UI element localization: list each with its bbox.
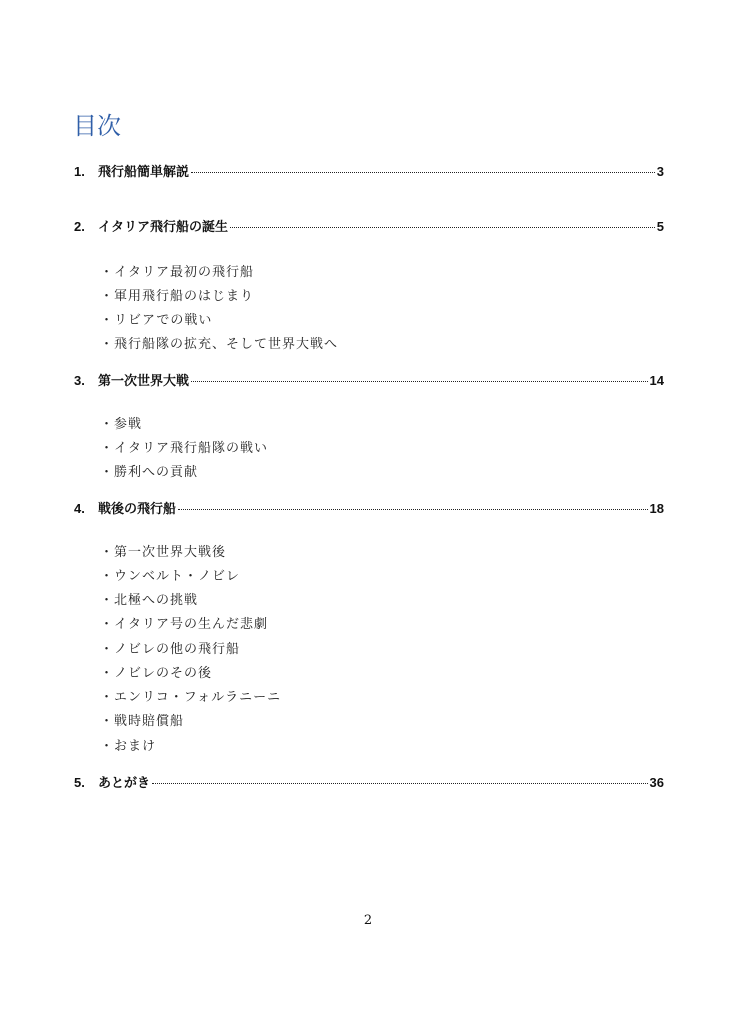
entry-title: あとがき	[98, 775, 151, 790]
toc-subentry: ・リビアでの戦い	[100, 313, 213, 328]
toc-subentry: ・北極への挑戦	[100, 593, 199, 608]
toc-subentry: ・イタリア飛行船隊の戦い	[100, 441, 269, 456]
leader-dots	[152, 783, 648, 784]
entry-title: 飛行船簡単解説	[98, 164, 190, 179]
toc-subentry: ・ノビレの他の飛行船	[100, 642, 241, 657]
toc-subentry: ・ウンベルト・ノビレ	[100, 569, 241, 584]
toc-subentry: ・第一次世界大戦後	[100, 545, 227, 560]
toc-entry[interactable]	[74, 772, 664, 790]
leader-dots	[230, 227, 655, 228]
entry-number: 3.	[74, 373, 85, 388]
entry-title: イタリア飛行船の誕生	[98, 219, 229, 234]
toc-subentry: ・ノビレのその後	[100, 666, 213, 681]
toc-subentry: ・エンリコ・フォルラニーニ	[100, 690, 282, 705]
toc-entry[interactable]	[74, 161, 664, 179]
entry-page: 3	[656, 164, 664, 179]
toc-subentry: ・飛行船隊の拡充、そして世界大戦へ	[100, 337, 339, 352]
entry-number: 4.	[74, 501, 85, 516]
toc-subentry: ・軍用飛行船のはじまり	[100, 289, 255, 304]
entry-number: 1.	[74, 164, 85, 179]
entry-page: 36	[649, 775, 664, 790]
toc-subentry: ・イタリア号の生んだ悲劇	[100, 617, 269, 632]
leader-dots	[191, 381, 648, 382]
toc-heading: 目次	[73, 112, 121, 140]
toc-subentry: ・勝利への貢献	[100, 465, 199, 480]
entry-page: 14	[649, 373, 664, 388]
entry-number: 2.	[74, 219, 85, 234]
toc-subentry: ・参戦	[100, 417, 143, 432]
leader-dots	[178, 509, 648, 510]
toc-subentry: ・おまけ	[100, 739, 157, 754]
toc-entry[interactable]	[74, 498, 664, 516]
page-number: 2	[363, 913, 373, 928]
entry-title: 第一次世界大戦	[98, 373, 190, 388]
entry-number: 5.	[74, 775, 85, 790]
toc-entry[interactable]	[74, 216, 664, 234]
entry-title: 戦後の飛行船	[98, 501, 177, 516]
entry-page: 18	[649, 501, 664, 516]
toc-subentry: ・イタリア最初の飛行船	[100, 265, 255, 280]
leader-dots	[191, 172, 655, 173]
toc-entry[interactable]	[74, 370, 664, 388]
entry-page: 5	[656, 219, 664, 234]
toc-subentry: ・戦時賠償船	[100, 714, 185, 729]
